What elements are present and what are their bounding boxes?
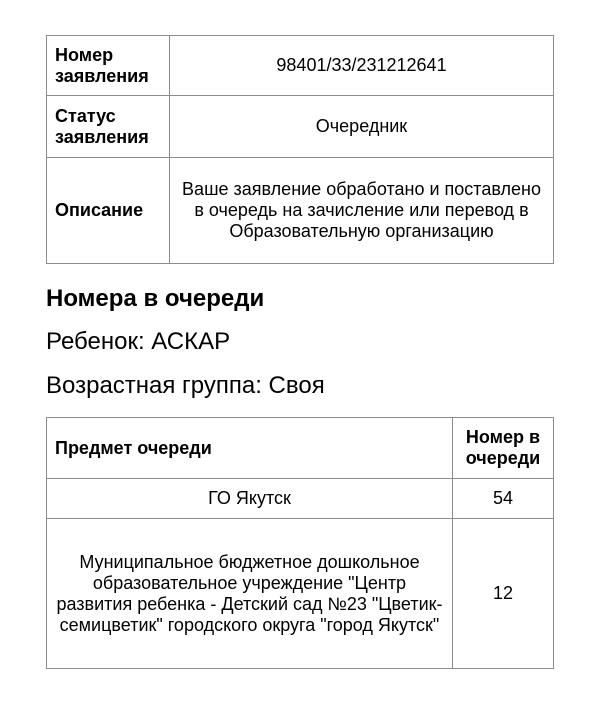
column-header-number: Номер в очереди [453, 418, 554, 479]
queue-table [46, 417, 554, 669]
queue-number-cell: 54 [453, 479, 554, 519]
table-row [47, 519, 554, 669]
column-header-subject: Предмет очереди [47, 418, 453, 479]
queue-numbers-heading: Номера в очереди [46, 285, 265, 312]
child-name: Ребенок: АСКАР [46, 328, 231, 355]
application-info-table [46, 35, 554, 264]
application-number-value: 98401/33/231212641 [170, 36, 554, 96]
table-row [47, 158, 554, 264]
application-description-value: Ваше заявление обработано и поставлено в очередь на зачисление или перевод в Образовательную организацию [170, 158, 554, 264]
application-number-label: Номер заявления [47, 36, 170, 96]
queue-subject-cell: Муниципальное бюджетное дошкольное образовательное учреждение "Центр развития ребенка - Детский сад №23 "Цветик-семицветик" городского округа "город Якутск" [47, 519, 453, 669]
application-description-label: Описание [47, 158, 170, 264]
queue-number-cell: 12 [453, 519, 554, 669]
application-status-value: Очередник [170, 96, 554, 158]
table-row [47, 36, 554, 96]
table-header-row [47, 418, 554, 479]
table-row [47, 96, 554, 158]
application-status-label: Статус заявления [47, 96, 170, 158]
age-group: Возрастная группа: Своя [46, 372, 325, 399]
queue-subject-cell: ГО Якутск [47, 479, 453, 519]
table-row [47, 479, 554, 519]
